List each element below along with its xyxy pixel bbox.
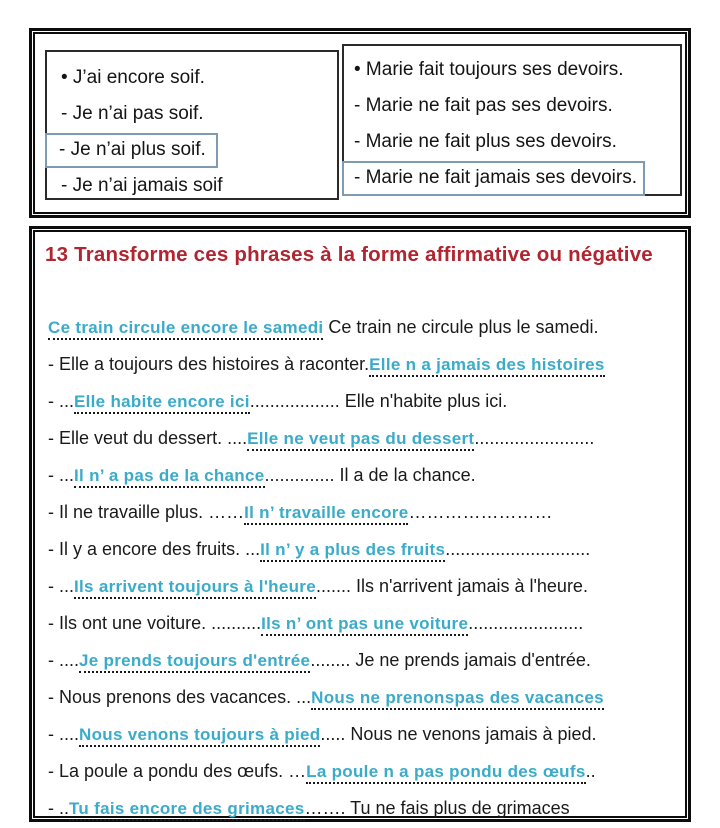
exercise-frame-inner [33,230,687,818]
printed-text: - Nous prenons des vacances. ... [48,687,312,707]
printed-text: - Il ne travaille plus. …… [48,502,245,522]
exercise-line [48,457,673,494]
handwritten-answer: Je prends toujours d'entrée [79,651,310,673]
exercise-line [48,716,673,753]
handwritten-answer: La poule n a pas pondu des œufs [306,762,585,784]
exercise-lines [35,267,685,827]
printed-text: - Il y a encore des fruits. ... [48,539,261,559]
example-sentence: - Marie ne fait plus ses devoirs. [354,131,617,152]
printed-text: ..... Nous ne venons jamais à pied. [320,724,597,744]
example-sentence [354,160,680,196]
example-sentence [61,132,337,168]
printed-text: - .. [48,798,69,818]
example-sentence: • J’ai encore soif. [61,67,205,88]
exercise-line [48,309,673,346]
handwritten-answer: Nous venons toujours à pied [79,725,320,747]
handwritten-answer: Nous ne prenonspas des vacances [311,688,604,710]
printed-text: - ... [48,576,74,596]
printed-text: - La poule a pondu des œufs. … [48,761,307,781]
highlighted-sentence: - Marie ne fait jamais ses devoirs. [342,161,645,196]
example-sentence: - Marie ne fait pas ses devoirs. [354,95,613,116]
exercise-frame [29,226,691,822]
exercise-line [48,494,673,531]
printed-text: ……. Tu ne fais plus de grimaces [304,798,570,818]
exercise-line [48,753,673,790]
exercise-line [48,346,673,383]
printed-text: - ... [48,465,74,485]
example-box-soif [45,50,339,200]
printed-text: Ce train ne circule plus le samedi. [323,317,599,337]
printed-text: .................. Elle n'habite plus ici. [249,391,508,411]
example-sentence: - Je n’ai pas soif. [61,103,204,124]
handwritten-answer: Tu fais encore des grimaces [69,799,305,821]
printed-text: - .... [48,724,79,744]
printed-text: ....... Ils n'arrivent jamais à l'heure. [315,576,588,596]
handwritten-answer: Elle n a jamais des histoires [369,355,604,377]
printed-text: - Elle a toujours des histoires à raconter. [48,354,370,374]
printed-text: .............. Il a de la chance. [264,465,476,485]
exercise-line [48,790,673,827]
exercise-line [48,605,673,642]
example-box-marie [342,44,682,196]
handwritten-answer: Il n’ a pas de la chance [74,466,265,488]
examples-frame-inner [33,32,687,214]
handwritten-answer: Ils n’ ont pas une voiture [261,614,468,636]
printed-text: ........ Je ne prends jamais d'entrée. [310,650,591,670]
printed-text: - .... [48,650,79,670]
printed-text: ....................... [468,613,584,633]
handwritten-answer: Il n’ travaille encore [244,503,408,525]
exercise-line [48,383,673,420]
exercise-line [48,679,673,716]
printed-text: - Elle veut du dessert. .... [48,428,248,448]
printed-text: - Ils ont une voiture. .......... [48,613,262,633]
example-sentence: - Je n’ai jamais soif [61,175,223,196]
printed-text: ........................ [474,428,595,448]
handwritten-answer: Ce train circule encore le samedi [48,318,323,340]
handwritten-answer: Ils arrivent toujours à l'heure [74,577,316,599]
exercise-line [48,642,673,679]
exercise-line [48,568,673,605]
printed-text: …………………… [408,502,553,522]
exercise-title: 13 Transforme ces phrases à la forme affirmative ou négative [45,243,653,266]
printed-text: ............................. [445,539,591,559]
handwritten-answer: Elle ne veut pas du dessert [247,429,474,451]
exercise-line [48,531,673,568]
example-sentence: • Marie fait toujours ses devoirs. [354,59,624,80]
exercise-line [48,420,673,457]
examples-frame [29,28,691,218]
printed-text: - ... [48,391,74,411]
highlighted-sentence: - Je n’ai plus soif. [45,133,218,168]
handwritten-answer: Elle habite encore ici [74,392,250,414]
printed-text: .. [585,761,596,781]
handwritten-answer: Il n’ y a plus des fruits [260,540,445,562]
